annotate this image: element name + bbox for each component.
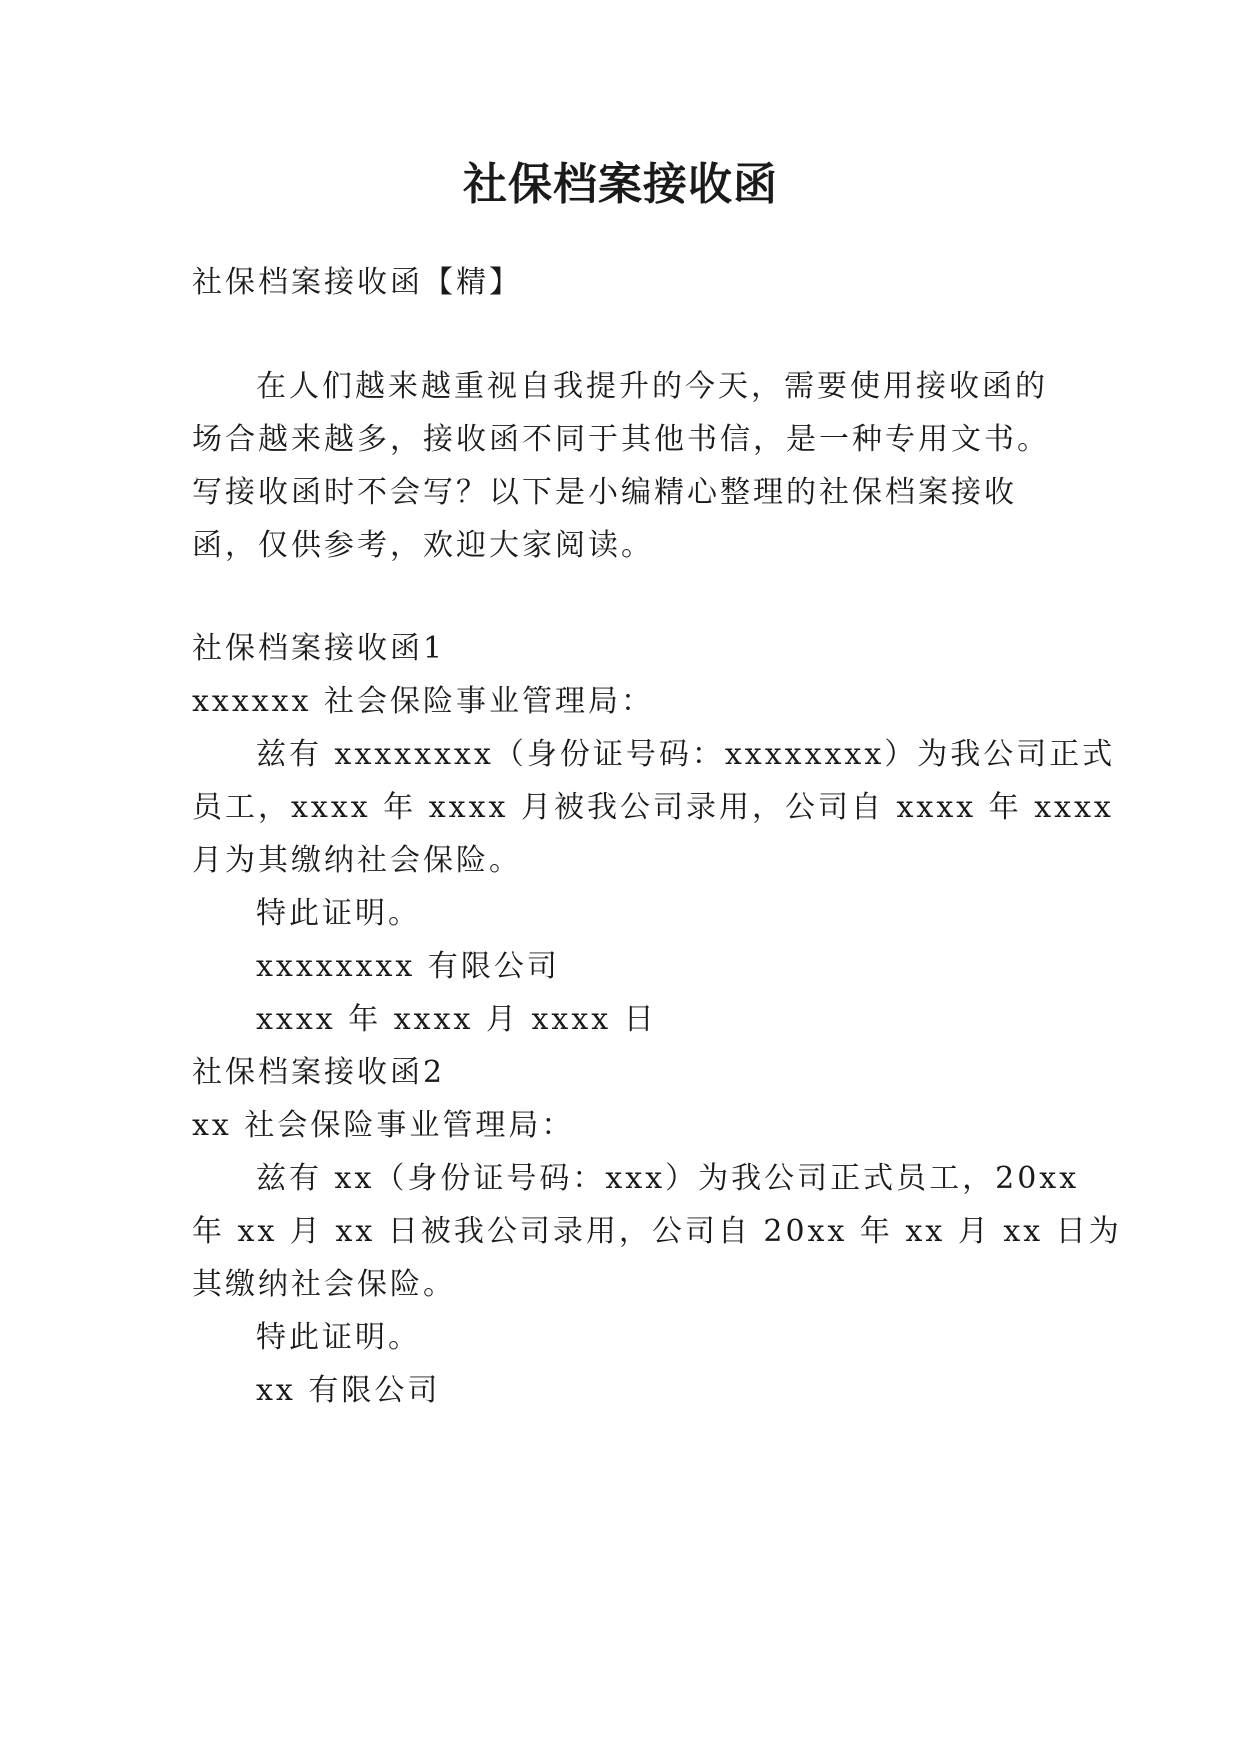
intro-line-1: 在人们越来越重视自我提升的今天，需要使用接收函的 [256, 369, 1048, 404]
letter1-body-line-2: 员工，xxxx 年 xxxx 月被我公司录用，公司自 xxxx 年 xxxx [192, 790, 1114, 825]
letter1-closing: 特此证明。 [256, 896, 421, 931]
letter1-body-line-3: 月为其缴纳社会保险。 [192, 843, 522, 878]
letter2-company: xx 有限公司 [256, 1373, 441, 1408]
document-title: 社保档案接收函 [463, 159, 778, 210]
letter1-company: xxxxxxxx 有限公司 [256, 949, 560, 984]
letter1-body-line-1: 兹有 xxxxxxxx（身份证号码：xxxxxxxx）为我公司正式 [256, 737, 1116, 772]
intro-line-2: 场合越来越多，接收函不同于其他书信，是一种专用文书。 [192, 422, 1050, 457]
letter2-closing: 特此证明。 [256, 1320, 421, 1355]
letter2-body-line-2: 年 xx 月 xx 日被我公司录用，公司自 20xx 年 xx 月 xx 日为 [192, 1214, 1122, 1249]
letter2-addressee: xx 社会保险事业管理局： [192, 1108, 575, 1143]
letter1-date: xxxx 年 xxxx 月 xxxx 日 [256, 1002, 657, 1037]
letter2-body-line-3: 其缴纳社会保险。 [192, 1267, 456, 1302]
letter2-body-line-1: 兹有 xx（身份证号码：xxx）为我公司正式员工，20xx [256, 1161, 1080, 1196]
letter1-heading: 社保档案接收函1 [192, 631, 446, 666]
document-subtitle: 社保档案接收函【精】 [192, 265, 522, 300]
intro-line-4: 函，仅供参考，欢迎大家阅读。 [192, 528, 654, 563]
letter1-addressee: xxxxxx 社会保险事业管理局： [192, 684, 655, 719]
letter2-heading: 社保档案接收函2 [192, 1055, 446, 1090]
intro-line-3: 写接收函时不会写？以下是小编精心整理的社保档案接收 [192, 475, 1017, 510]
